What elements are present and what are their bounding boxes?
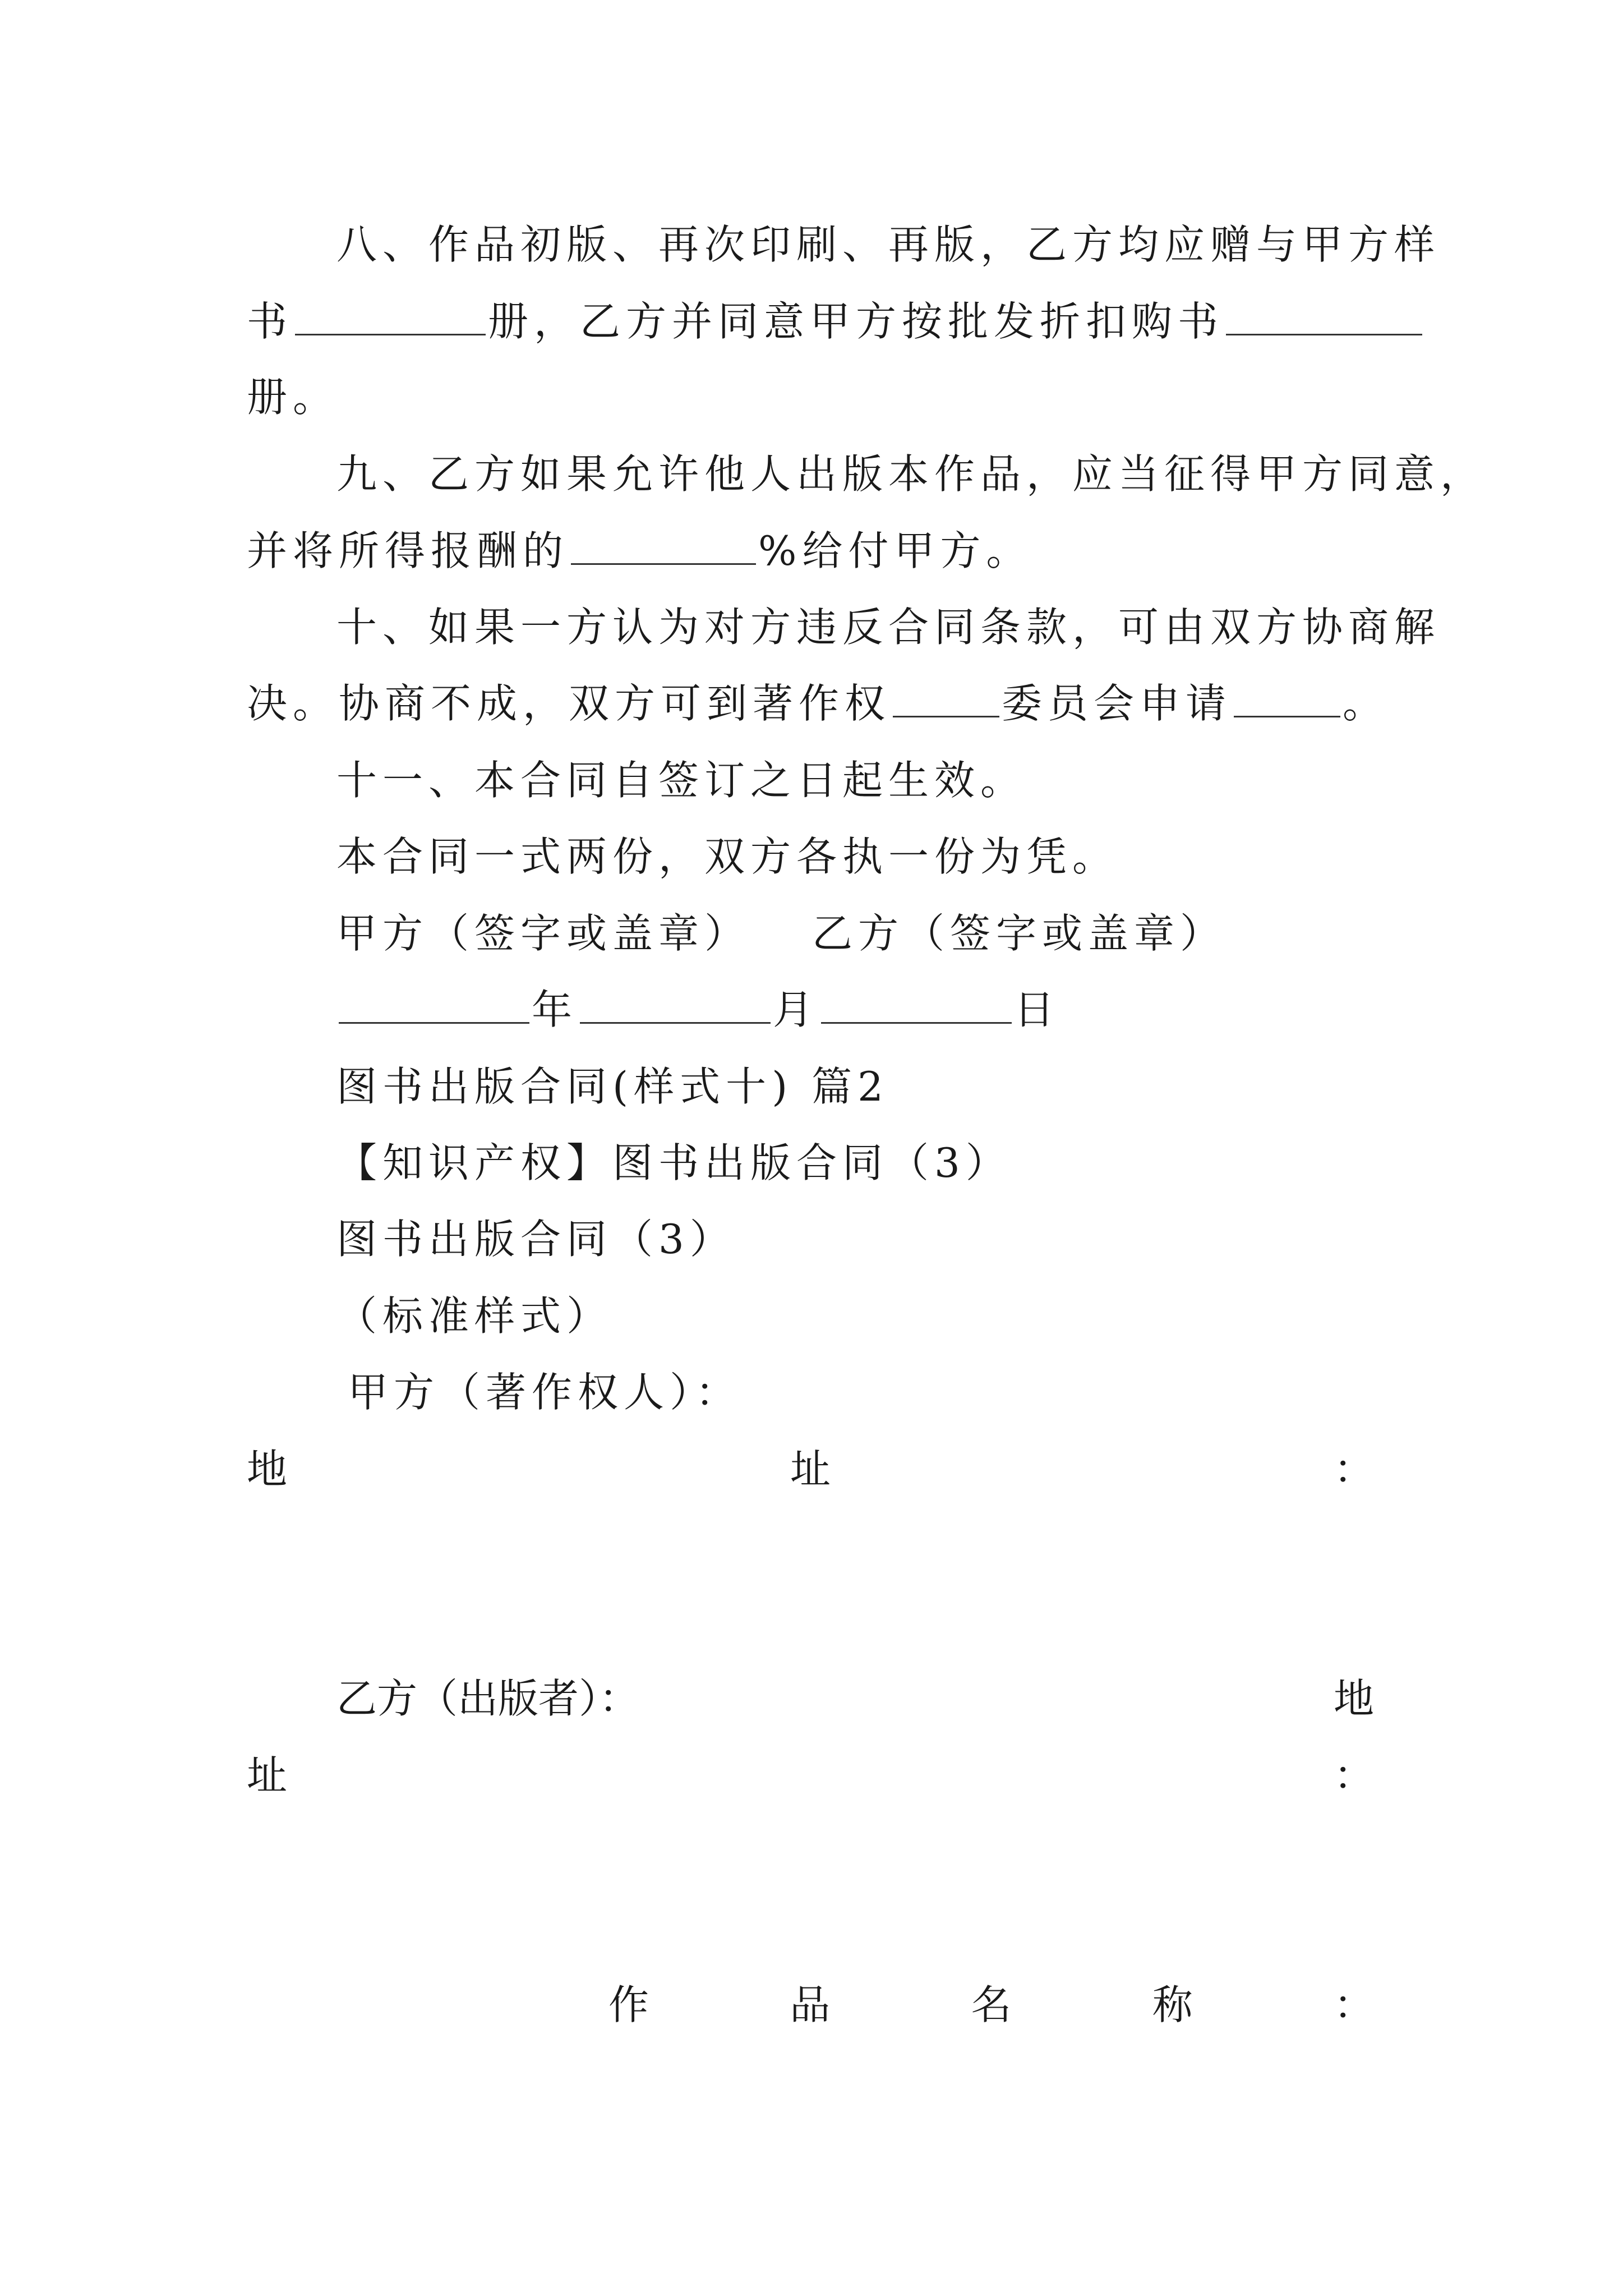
clause-10-text-2c: 。 (1343, 680, 1389, 727)
sample-copies-blank[interactable] (295, 299, 486, 335)
clause-10-text-2a: 决。协商不成，双方可到著作权 (247, 680, 891, 727)
work-name-char-2: 品 (790, 1981, 831, 2028)
clause-8-line-2 (247, 295, 1374, 348)
party-b-line (336, 1672, 1374, 1726)
clause-10-line-1 (336, 600, 1441, 654)
work-name-char-1: 作 (608, 1981, 649, 2028)
year-label: 年 (532, 986, 578, 1033)
address-b-char: 址 (247, 1752, 288, 1799)
address-b-start: 地 (1333, 1675, 1374, 1722)
standard-style-text: （标准样式） (336, 1292, 613, 1340)
month-label: 月 (773, 986, 819, 1033)
clause-8-line-3 (247, 370, 1374, 424)
contract-title-text: 图书出版合同（3） (336, 1216, 736, 1263)
clause-9-text-2b: %给付甲方。 (758, 527, 1032, 574)
clause-10-text-2b: 委员会申请 (1002, 680, 1232, 727)
contract-title (336, 1212, 1374, 1266)
copies-text: 本合同一式两份，双方各执一份为凭。 (336, 833, 1119, 880)
day-label: 日 (1014, 986, 1061, 1033)
clause-10-line-2 (247, 677, 1389, 730)
party-b-signature-label: 乙方（签字或盖章） (812, 910, 1227, 957)
month-blank[interactable] (580, 987, 771, 1024)
signature-line (336, 907, 1374, 960)
percentage-blank[interactable] (571, 528, 756, 565)
address-a-char-1: 地 (247, 1446, 288, 1493)
party-b-label: 乙方（出版者）： (336, 1675, 640, 1722)
address-a-line (247, 1442, 1374, 1496)
date-line (336, 983, 1374, 1037)
address-a-colon: ： (1333, 1446, 1374, 1493)
work-name-char-4: 称 (1152, 1981, 1193, 2028)
day-blank[interactable] (821, 987, 1012, 1024)
section-2-title (336, 1060, 1374, 1114)
party-a-label: 甲方（著作权人）： (348, 1369, 742, 1416)
clause-8-line-1 (336, 218, 1441, 272)
address-b-colon: ： (1333, 1752, 1374, 1799)
ip-heading-text: 【知识产权】图书出版合同（3） (336, 1139, 1012, 1186)
clause-9-line-1 (336, 447, 1487, 501)
clause-8-text-2b: 册，乙方并同意甲方按批发折扣购书 (488, 298, 1224, 345)
address-b-line (247, 1749, 1374, 1802)
clause-10-text-1: 十、如果一方认为对方违反合同条款，可由双方协商解 (336, 604, 1441, 651)
year-blank[interactable] (339, 987, 529, 1024)
party-a-signature-label: 甲方（签字或盖章） (336, 910, 751, 957)
committee-blank[interactable] (893, 681, 999, 717)
party-a-line (348, 1365, 1374, 1419)
clause-8-text-3: 册。 (247, 374, 339, 421)
work-name-colon: ： (1333, 1981, 1374, 2028)
clause-9-text-2a: 并将所得报酬的 (247, 527, 569, 574)
work-name-char-3: 名 (971, 1981, 1012, 2028)
clause-8-text-1: 八、作品初版、再次印刷、再版，乙方均应赠与甲方样 (336, 221, 1441, 268)
work-name-line (608, 1978, 1374, 2032)
clause-11-text: 十一、本合同自签订之日起生效。 (336, 757, 1027, 804)
address-a-char-2: 址 (790, 1446, 831, 1493)
discount-copies-blank[interactable] (1226, 299, 1422, 335)
clause-11 (336, 753, 1374, 807)
clause-9-line-2 (247, 524, 1374, 578)
ip-heading (336, 1136, 1374, 1190)
standard-style (336, 1289, 1374, 1343)
copies-clause (336, 830, 1374, 884)
application-blank[interactable] (1234, 681, 1340, 717)
clause-9-text-1: 九、乙方如果允许他人出版本作品，应当征得甲方同意， (336, 450, 1487, 498)
clause-8-text-2a: 书 (247, 298, 293, 345)
section-2-title-text: 图书出版合同(样式十) 篇2 (336, 1063, 889, 1110)
